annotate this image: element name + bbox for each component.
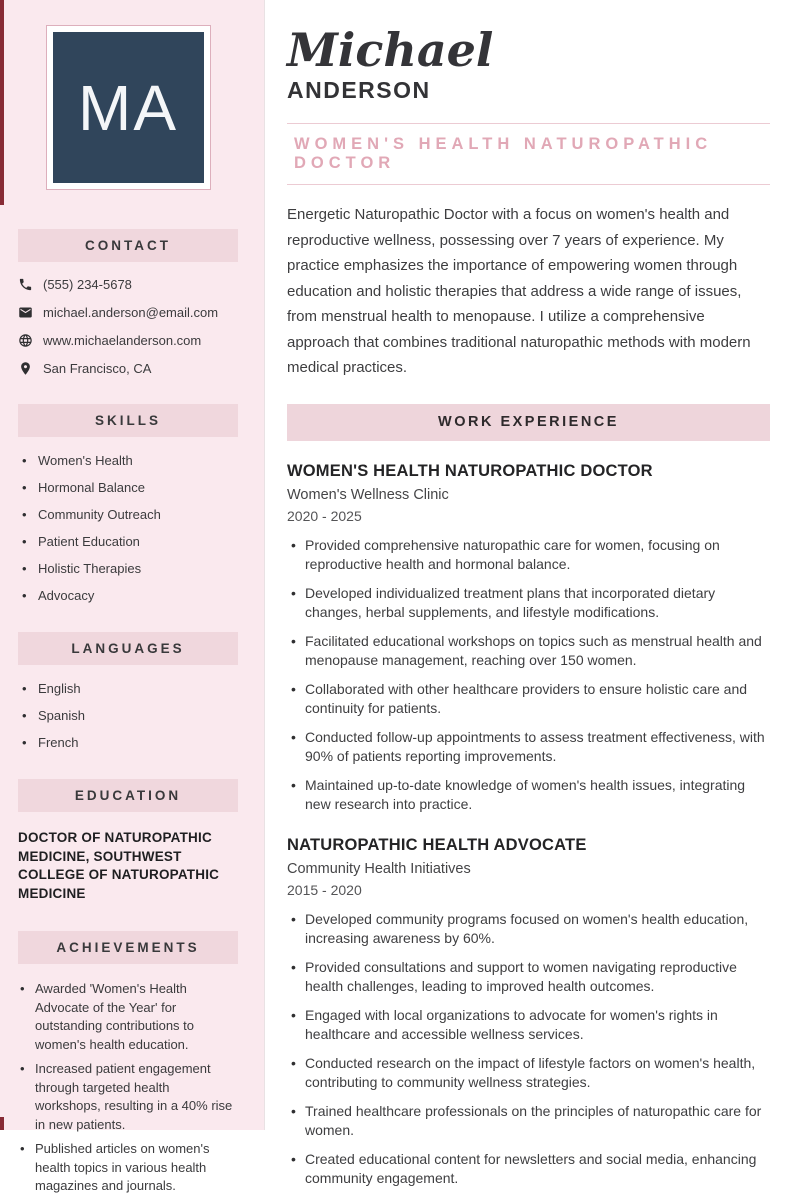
contact-heading-label: CONTACT xyxy=(85,238,171,253)
location-icon xyxy=(18,361,33,376)
work-experience-heading xyxy=(287,404,770,441)
achievement-item: • Awarded 'Women's Health Advocate of the Year' for outstanding contributions to women's health education. xyxy=(18,980,238,1054)
achievement-item: • Increased patient engagement through targeted health workshops, resulting in a 40% rise in new patients. xyxy=(18,1060,238,1134)
job-bullet: • Created educational content for newsletters and social media, enhancing community engagement. xyxy=(287,1150,770,1189)
left-edge-accent-bottom xyxy=(0,1117,4,1130)
language-item: • English xyxy=(18,681,238,697)
job-bullet-list xyxy=(287,910,770,1189)
job-bullet: • Provided consultations and support to women navigating reproductive health challenges, leading to improved health outcomes. xyxy=(287,958,770,997)
sidebar xyxy=(0,0,265,1193)
language-item: • French xyxy=(18,735,238,751)
job-bullet-list xyxy=(287,536,770,815)
contact-section-heading xyxy=(18,229,238,262)
achievements-heading-label: ACHIEVEMENTS xyxy=(56,940,200,955)
job-entry xyxy=(287,836,770,1189)
job-entry-company: Women's Wellness Clinic xyxy=(287,486,449,503)
main-content xyxy=(265,0,800,1186)
contact-row-website xyxy=(18,333,238,348)
skill-item: • Advocacy xyxy=(18,588,238,604)
job-bullet: • Provided comprehensive naturopathic care for women, focusing on reproductive health and hormonal balance. xyxy=(287,536,770,575)
website-url: www.michaelanderson.com xyxy=(43,333,202,348)
job-bullet: • Trained healthcare professionals on the principles of naturopathic care for women. xyxy=(287,1102,770,1141)
languages-heading-label: LANGUAGES xyxy=(71,641,185,656)
contact-list xyxy=(18,277,238,376)
last-name: ANDERSON xyxy=(287,77,431,103)
first-name: Michael xyxy=(287,23,494,77)
language-item: • Spanish xyxy=(18,708,238,724)
contact-row-email xyxy=(18,305,238,320)
languages-section-heading xyxy=(18,632,238,665)
skills-heading-label: SKILLS xyxy=(94,413,161,428)
avatar xyxy=(46,25,211,190)
education-degree: DOCTOR OF NATUROPATHIC MEDICINE, SOUTHWEST COLLEGE OF NATUROPATHIC MEDICINE xyxy=(18,830,220,901)
skills-list xyxy=(18,453,238,604)
languages-list xyxy=(18,681,238,751)
job-bullet: • Conducted follow-up appointments to assess treatment effectiveness, with 90% of patients reporting improvements. xyxy=(287,728,770,767)
professional-summary: Energetic Naturopathic Doctor with a focus on women's health and reproductive wellness, possessing over 7 years of experience. My practice emphasizes the importance of empowering women through education and holistic therapies that address a wide range of issues, from menstrual health to menopause. I utilize a comprehensive approach that combines traditional naturopathic methods with modern medical practices. xyxy=(287,206,751,376)
email-address: michael.anderson@email.com xyxy=(43,305,219,320)
skill-item: • Women's Health xyxy=(18,453,238,469)
job-title-banner xyxy=(287,123,770,185)
job-bullet: • Maintained up-to-date knowledge of women's health issues, integrating new research into practice. xyxy=(287,776,770,815)
phone-icon xyxy=(18,277,33,292)
contact-row-phone xyxy=(18,277,238,292)
skills-section-heading xyxy=(18,404,238,437)
contact-row-location xyxy=(18,361,238,376)
skill-item: • Hormonal Balance xyxy=(18,480,238,496)
job-entry xyxy=(287,462,770,815)
job-bullet: • Facilitated educational workshops on topics such as menstrual health and menopause management, reaching over 150 women. xyxy=(287,632,770,671)
location-text: San Francisco, CA xyxy=(43,361,152,376)
phone-number: (555) 234-5678 xyxy=(43,277,132,292)
job-bullet: • Developed individualized treatment plans that incorporated dietary changes, herbal supplements, and lifestyle modifications. xyxy=(287,584,770,623)
education-section-heading xyxy=(18,779,238,812)
job-entry-title: NATUROPATHIC HEALTH ADVOCATE xyxy=(287,835,587,854)
job-bullet: • Collaborated with other healthcare providers to ensure holistic care and continuity for patients. xyxy=(287,680,770,719)
achievements-list xyxy=(18,980,238,1196)
job-bullet: • Developed community programs focused on women's health education, increasing awareness by 60%. xyxy=(287,910,770,949)
achievement-item: • Published articles on women's health topics in various health magazines and journals. xyxy=(18,1140,238,1196)
job-entry-title: WOMEN'S HEALTH NATUROPATHIC DOCTOR xyxy=(287,461,653,480)
skill-item: • Holistic Therapies xyxy=(18,561,238,577)
job-title-text: WOMEN'S HEALTH NATUROPATHIC DOCTOR xyxy=(294,135,713,172)
job-bullet: • Conducted research on the impact of lifestyle factors on women's health, contributing to community wellness strategies. xyxy=(287,1054,770,1093)
avatar-monogram-box xyxy=(53,32,204,183)
job-entry-dates: 2015 - 2020 xyxy=(287,881,362,898)
achievements-section-heading xyxy=(18,931,238,964)
email-icon xyxy=(18,305,33,320)
skill-item: • Community Outreach xyxy=(18,507,238,523)
globe-icon xyxy=(18,333,33,348)
job-entry-dates: 2020 - 2025 xyxy=(287,507,362,524)
job-bullet: • Engaged with local organizations to advocate for women's rights in healthcare and accessible wellness services. xyxy=(287,1006,770,1045)
education-heading-label: EDUCATION xyxy=(74,788,182,803)
avatar-initials: MA xyxy=(78,71,178,144)
skill-item: • Patient Education xyxy=(18,534,238,550)
left-edge-accent-top xyxy=(0,0,4,205)
work-experience-heading-label: WORK EXPERIENCE xyxy=(438,414,619,430)
job-entry-company: Community Health Initiatives xyxy=(287,860,471,877)
